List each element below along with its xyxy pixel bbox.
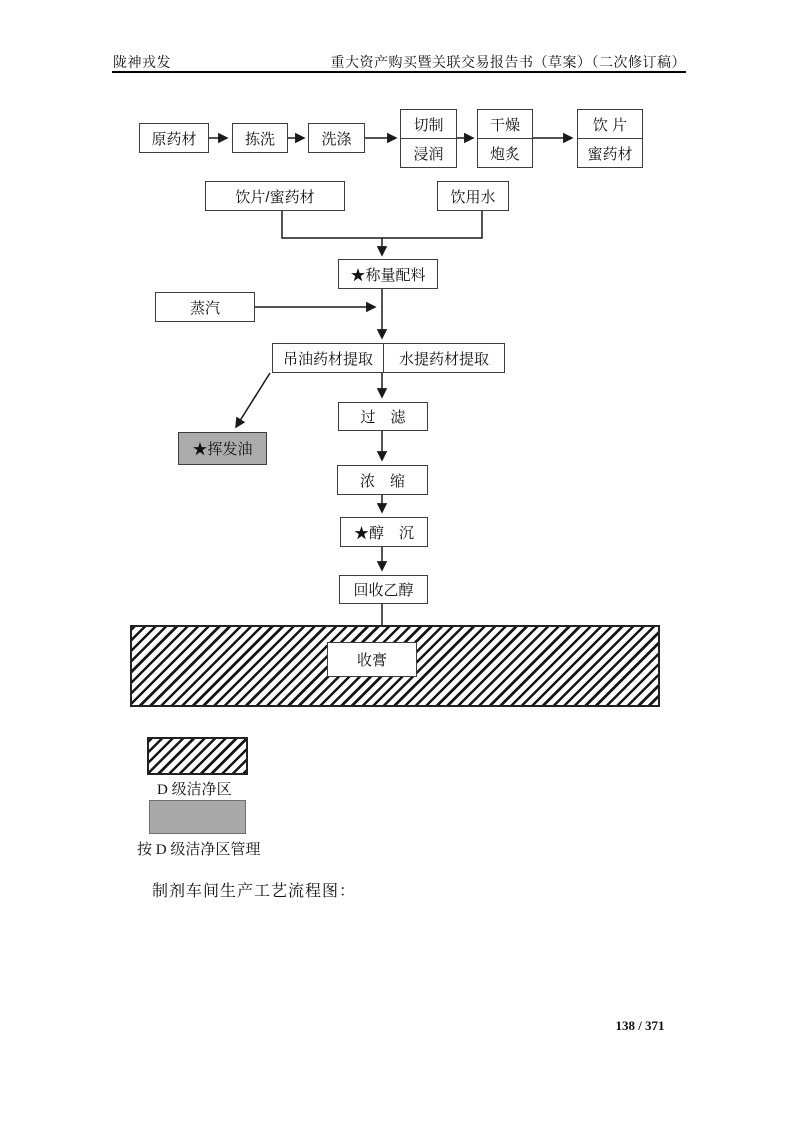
header-company: 陇神戎发	[113, 56, 171, 71]
flow-node-ethanol-recovery: 回收乙醇	[339, 575, 428, 604]
flow-node-concentration: 浓 缩	[337, 465, 428, 495]
flow-node-alcohol-precipitation: ★醇 沉	[340, 517, 428, 547]
legend-gray-swatch	[149, 800, 246, 834]
header-doc-title: 重大资产购买暨关联交易报告书（草案）（二次修订稿）	[330, 56, 686, 71]
flow-node-filtration: 过 滤	[338, 402, 428, 431]
flow-node-drying: 干燥	[477, 109, 533, 139]
flow-node-soaking: 浸润	[400, 138, 457, 168]
legend-d-clean-zone-label: D 级洁净区	[157, 782, 232, 798]
flow-node-washing: 洗涤	[308, 123, 365, 153]
flow-node-drinking-water: 饮用水	[437, 181, 509, 211]
flow-node-sorting: 拣洗	[232, 123, 288, 153]
flow-node-roasting: 炮炙	[477, 138, 533, 168]
flow-node-slices: 饮 片	[577, 109, 643, 139]
flow-node-cutting: 切制	[400, 109, 457, 139]
flow-node-slices-honey: 饮片/蜜药材	[205, 181, 345, 211]
flow-node-oil-extraction: 吊油药材提取	[272, 343, 384, 373]
flow-node-steam: 蒸汽	[155, 292, 255, 322]
flow-node-raw-material: 原药材	[139, 123, 209, 153]
flow-node-paste-collection: 收膏	[327, 642, 417, 677]
next-section-caption: 制剂车间生产工艺流程图：	[152, 883, 357, 900]
flow-node-volatile-oil: ★挥发油	[178, 432, 267, 465]
flow-node-water-extraction: 水提药材提取	[383, 343, 505, 373]
legend-managed-d-zone-label: 按 D 级洁净区管理	[137, 842, 261, 858]
flow-node-weighing: ★称量配料	[338, 259, 438, 289]
page-number: 138 / 371	[615, 1018, 665, 1033]
flow-node-honey-material: 蜜药材	[577, 138, 643, 168]
